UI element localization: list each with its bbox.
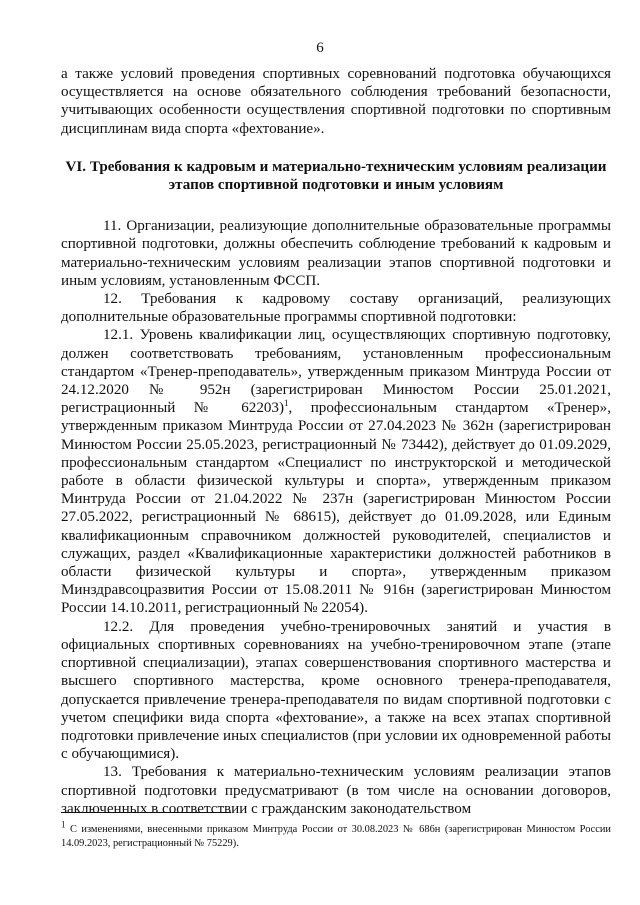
paragraph-intro: а также условий проведения спортивных соревнований подготовка обучающихся осуществляется на основе обязательного соблюдения требований безопасности, учитывающих особенности осуществления спортивной подготовки по спортивным дисциплинам вида спорта «фехтование». bbox=[61, 66, 611, 137]
footnote bbox=[61, 819, 611, 851]
page-number: 6 bbox=[316, 40, 324, 56]
footnote-number: 1 bbox=[61, 819, 66, 830]
paragraph-11: 11. Организации, реализующие дополнительные образовательные программы спортивной подготовки, должны обеспечить соблюдение требований к кадровым и материально-техническим условиям реализации этапов спортивной подготовки и иным условиям, установленным ФССП. bbox=[61, 218, 611, 289]
section-heading: VI. Требования к кадровым и материально-техническим условиям реализации этапов спортивной подготовки и иным условиям bbox=[65, 158, 607, 194]
paragraph-12-1-text-a: 12.1. Уровень квалификации лиц, осуществляющих спортивную подготовку, должен соответствовать требованиям, установленным профессиональным стандартом «Тренер-преподаватель», утвержденным приказом Минтруда России от 24.12.2020 № 952н (зарегистрирован Минюстом России 25.01.2021, регистрационный № 62203) bbox=[61, 327, 611, 417]
paragraph-12: 12. Требования к кадровому составу организаций, реализующих дополнительные образовательные программы спортивной подготовки: bbox=[61, 291, 611, 326]
paragraph-12-1 bbox=[61, 326, 611, 617]
footnote-reference: 1 bbox=[284, 398, 289, 409]
document-body bbox=[61, 65, 611, 818]
footnote-text: С изменениями, внесенными приказом Минтруда России от 30.08.2023 № 686н (зарегистрирован Минюстом России 14.09.2023, регистрационный № 75229). bbox=[61, 824, 611, 849]
paragraph-13: 13. Требования к материально-техническим условиям реализации этапов спортивной подготовки предусматривают (в том числе на основании договоров, заключенных в соответствии с гражданским законодательством bbox=[61, 764, 611, 817]
footnote-divider bbox=[61, 812, 231, 813]
paragraph-12-2: 12.2. Для проведения учебно-тренировочных занятий и участия в официальных спортивных соревнованиях на учебно-тренировочном этапе (этапе спортивной специализации), этапах совершенствования спортивного мастерства и высшего спортивного мастерства, кроме основного тренера-преподавателя, допускается привлечение тренера-преподавателя по видам спортивной подготовки с учетом специфики вида спорта «фехтование», а также на всех этапах спортивной подготовки привлечение иных специалистов (при условии их одновременной работы с обучающимися). bbox=[61, 618, 611, 763]
paragraph-12-1-text-b: , профессиональным стандартом «Тренер», утвержденным приказом Минтруда России от 27.04.2023 № 362н (зарегистрирован Минюстом России 25.05.2023, регистрационный № 73442), действует до 01.09.2029, профессиональным стандартом «Специалист по инструкторской и методической работе в области физической культуры и спорта», утвержденным приказом Минтруда России от 21.04.2022 № 237н (зарегистрирован Минюстом России 27.05.2022, регистрационный № 68615), действует до 01.09.2028, или Единым квалификационным справочником должностей руководителей, специалистов и служащих, раздел «Квалификационные характеристики должностей работников в области физической культуры и спорта», утвержденным приказом Минздравсоцразвития России от 15.08.2011 № 916н (зарегистрирован Минюстом России 14.10.2011, регистрационный № 22054). bbox=[61, 400, 612, 617]
